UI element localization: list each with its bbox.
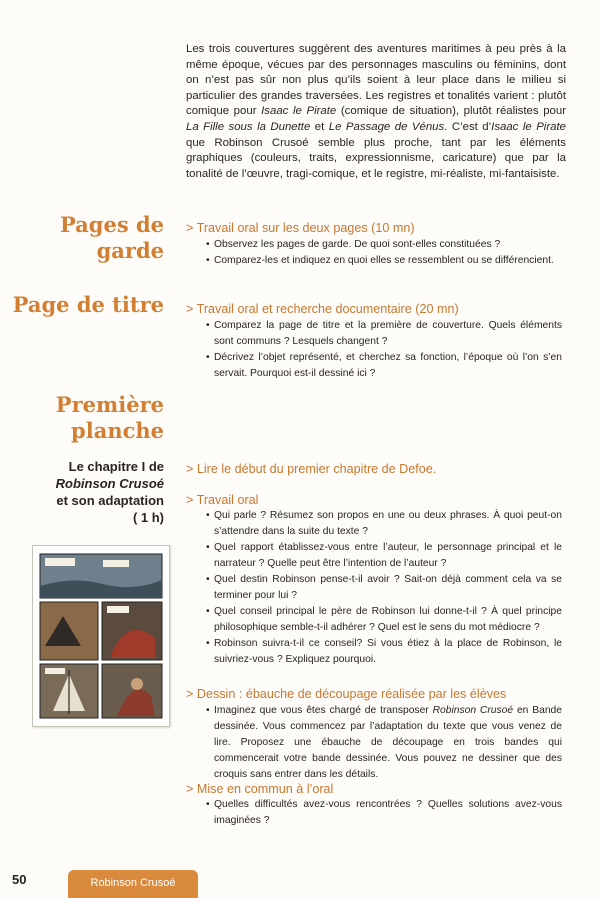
list-item	[208, 703, 562, 783]
page-number: 50	[12, 872, 27, 887]
title-line: Première	[55, 392, 164, 417]
comic-illustration	[33, 546, 169, 726]
dessin-text: Imaginez que vous êtes chargé de transposer	[214, 705, 433, 716]
heading-travail-oral-recherche: > Travail oral et recherche documentaire (20 mn)	[186, 302, 459, 316]
intro-paragraph	[186, 42, 566, 182]
comic-page-thumbnail	[32, 545, 170, 727]
list-item: • Comparez-les et indiquez en quoi elles se ressemblent ou se différencient.	[208, 253, 562, 269]
title-line: garde	[96, 238, 164, 263]
side-line: et son adaptation	[56, 493, 164, 508]
intro-title-ref: Isaac le Pirate	[491, 120, 566, 133]
section-title-page-de-titre: Page de titre	[12, 292, 164, 317]
list-item: • Quel rapport établissez-vous entre l’auteur, le personnage principal et le narrateur ? Quelle peut être l’intention de l’auteur ?	[208, 540, 562, 572]
heading-lire-debut: > Lire le début du premier chapitre de Defoe.	[186, 462, 437, 476]
list-item: • Quel destin Robinson pense-t-il avoir ? Sait-on déjà comment cela va se terminer pour lui ?	[208, 572, 562, 604]
intro-text: (comique de situation), plutôt réalistes pour	[336, 105, 566, 118]
section-title-premiere-planche	[56, 392, 164, 444]
heading-travail-oral: > Travail oral	[186, 493, 259, 507]
bullet-list-mise	[208, 797, 562, 829]
bullet-list-oral	[208, 508, 562, 668]
dessin-text: en Bande dessinée. Vous commencez par l’adaptation du texte que vous venez de lire. Proposez une ébauche de découpage en trois bandes qui commencerait votre bande dessinée. Vous pouvez ne dessiner que des croquis sans entrer dans les détails.	[214, 705, 562, 780]
footer-book-tab: Robinson Crusoé	[68, 870, 198, 898]
side-line: Le chapitre I de	[68, 459, 164, 474]
list-item: • Décrivez l’objet représenté, et cherchez sa fonction, l’époque où l’on s’en servait. Pourquoi est-il dessiné ici ?	[208, 350, 562, 382]
list-item: • Robinson suivra-t-il ce conseil? Si vous étiez à la place de Robinson, le suivriez-vous ? Expliquez pourquoi.	[208, 636, 562, 668]
list-item: • Quel conseil principal le père de Robinson lui donne-t-il ? À quel principe philosophique semble-t-il adhérer ? Quel est le sens du mot médiocre ?	[208, 604, 562, 636]
intro-text: . C’est d’	[444, 120, 492, 133]
dessin-title-ref: Robinson Crusoé	[432, 705, 514, 716]
title-line: planche	[71, 418, 164, 443]
intro-text: Les trois couvertures suggèrent des aventures maritimes à peu près à la même époque, vécues par des personnages masculins ou féminins, dont on n’est pas sûr non plus qu’ils soient à leur place dans le milieu si particulier des grandes traversées. Les registres et tonalités varient : plutôt comique pour	[186, 43, 566, 118]
side-note-chapitre	[14, 458, 164, 526]
list-item: • Comparez la page de titre et la première de couverture. Quels éléments sont communs ? Lesquels changent ?	[208, 318, 562, 350]
side-line: Robinson Crusoé	[55, 476, 164, 491]
title-line: Pages de	[59, 212, 164, 237]
bullet-list-garde	[208, 237, 562, 269]
bullet-list-dessin	[208, 703, 562, 783]
bullet-list-titre	[208, 318, 562, 382]
list-item: • Quelles difficultés avez-vous rencontrées ? Quelles solutions avez-vous imaginées ?	[208, 797, 562, 829]
intro-title-ref: La Fille sous la Dunette	[186, 120, 311, 133]
intro-text: que Robinson Crusoé semble plus proche, tant par les éléments graphiques (couleurs, traits, expressionnisme, caricature) que par la tonalité de l’œuvre, tragi-comique, et le registre, mi-réaliste, mi-fantaisiste.	[186, 136, 566, 180]
heading-dessin: > Dessin : ébauche de découpage réalisée par les élèves	[186, 687, 507, 701]
list-item: • Qui parle ? Résumez son propos en une ou deux phrases. À quoi peut-on s’attendre dans la suite du texte ?	[208, 508, 562, 540]
side-line: ( 1 h)	[132, 510, 164, 525]
section-title-pages-de-garde	[60, 212, 164, 264]
heading-mise-en-commun: > Mise en commun à l’oral	[186, 782, 334, 796]
intro-title-ref: Isaac le Pirate	[261, 105, 337, 118]
heading-travail-oral-pages: > Travail oral sur les deux pages (10 mn)	[186, 221, 415, 235]
list-item: • Observez les pages de garde. De quoi sont-elles constituées ?	[208, 237, 562, 253]
intro-text: et	[310, 120, 329, 133]
intro-title-ref: Le Passage de Vénus	[328, 120, 445, 133]
